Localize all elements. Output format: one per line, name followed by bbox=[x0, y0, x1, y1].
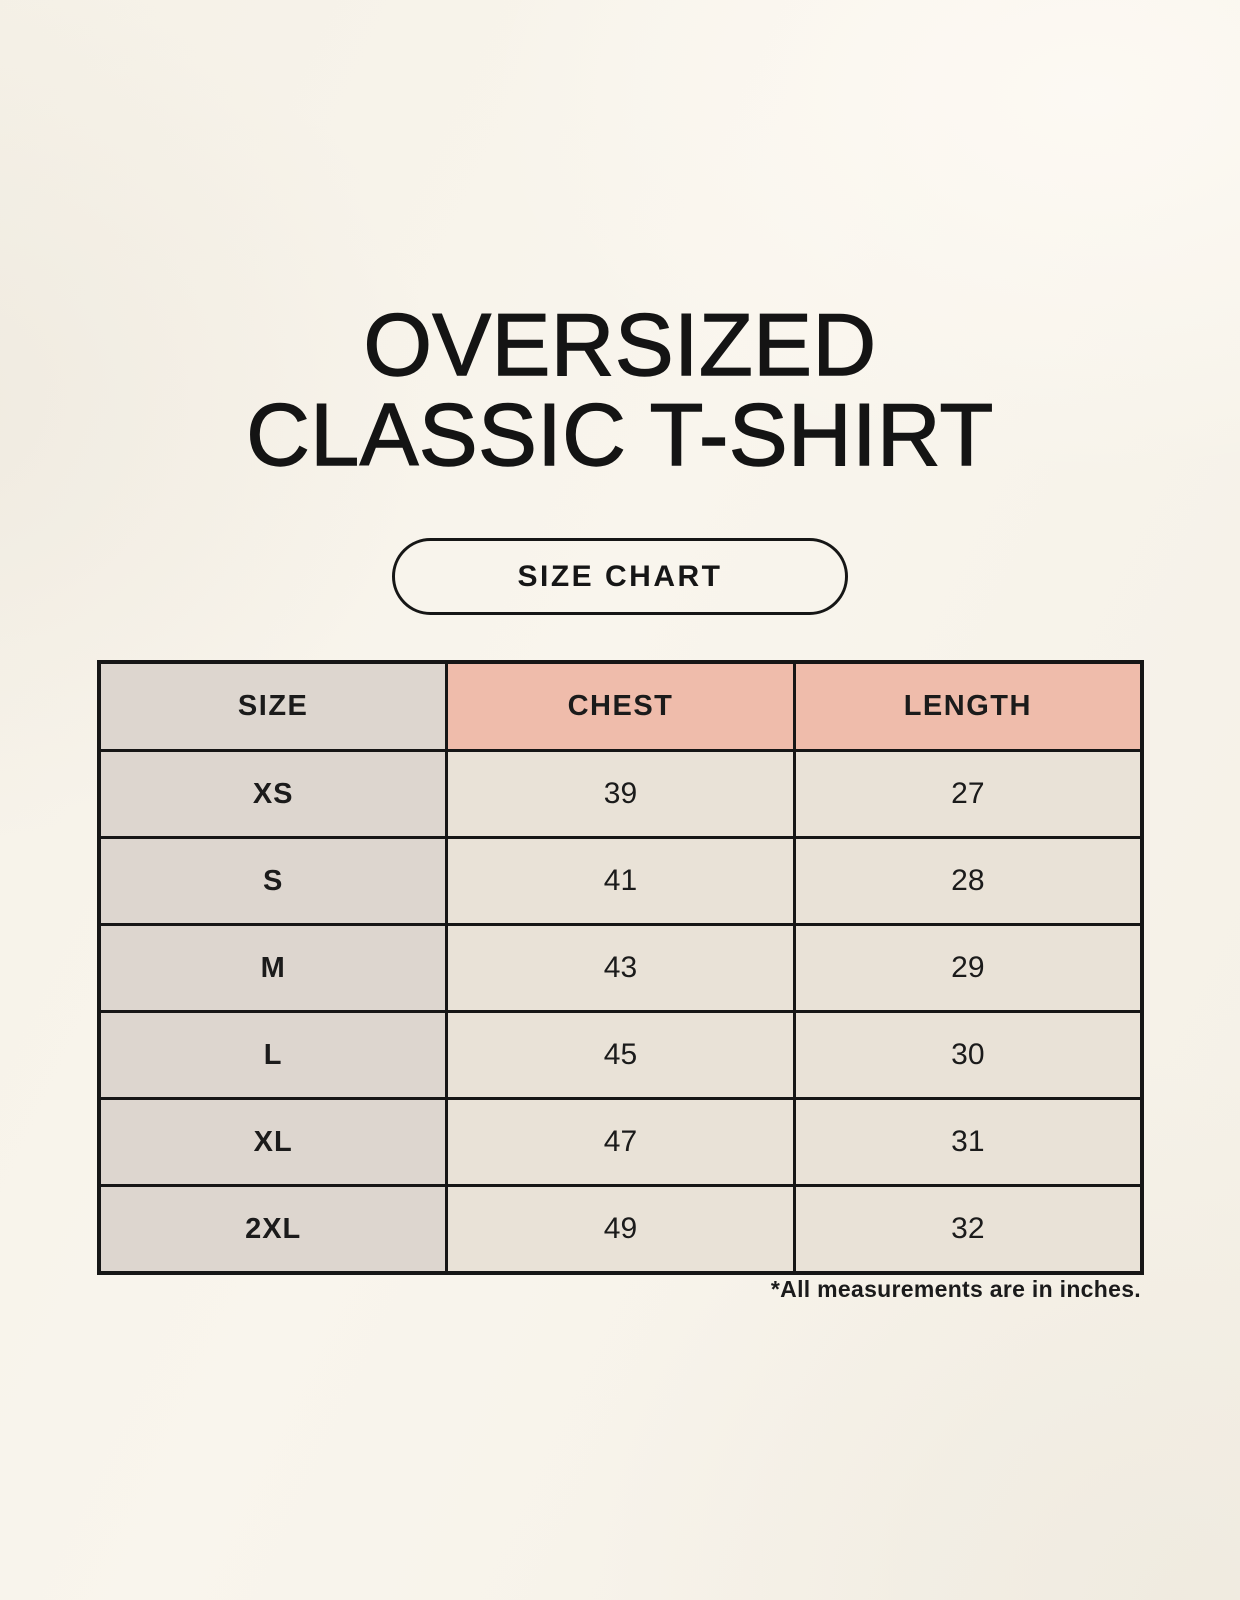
length-cell: 28 bbox=[794, 838, 1141, 925]
column-header-size: SIZE bbox=[100, 663, 447, 751]
size-cell: L bbox=[100, 1012, 447, 1099]
table-row bbox=[100, 751, 1142, 838]
table-row bbox=[100, 838, 1142, 925]
size-cell: XS bbox=[100, 751, 447, 838]
size-cell: XL bbox=[100, 1099, 447, 1186]
table-row bbox=[100, 1186, 1142, 1273]
size-cell: M bbox=[100, 925, 447, 1012]
table-row bbox=[100, 925, 1142, 1012]
column-header-length: LENGTH bbox=[794, 663, 1141, 751]
length-cell: 32 bbox=[794, 1186, 1141, 1273]
length-cell: 27 bbox=[794, 751, 1141, 838]
length-cell: 29 bbox=[794, 925, 1141, 1012]
measurement-units-note: *All measurements are in inches. bbox=[770, 1276, 1141, 1302]
length-cell: 31 bbox=[794, 1099, 1141, 1186]
size-cell: 2XL bbox=[100, 1186, 447, 1273]
size-table bbox=[98, 661, 1143, 1274]
chest-cell: 39 bbox=[447, 751, 794, 838]
size-chart-button-label: SIZE CHART bbox=[517, 559, 723, 593]
chest-cell: 45 bbox=[447, 1012, 794, 1099]
chest-cell: 41 bbox=[447, 838, 794, 925]
table-row bbox=[100, 1012, 1142, 1099]
product-title-line2: CLASSIC T-SHIRT bbox=[246, 385, 994, 484]
size-chart-button[interactable] bbox=[392, 538, 848, 615]
length-cell: 30 bbox=[794, 1012, 1141, 1099]
column-header-chest: CHEST bbox=[447, 663, 794, 751]
table-header-row bbox=[100, 663, 1142, 751]
product-title bbox=[0, 295, 1240, 484]
chest-cell: 49 bbox=[447, 1186, 794, 1273]
table-row bbox=[100, 1099, 1142, 1186]
size-cell: S bbox=[100, 838, 447, 925]
chest-cell: 43 bbox=[447, 925, 794, 1012]
product-title-line1: OVERSIZED bbox=[363, 295, 877, 394]
chest-cell: 47 bbox=[447, 1099, 794, 1186]
